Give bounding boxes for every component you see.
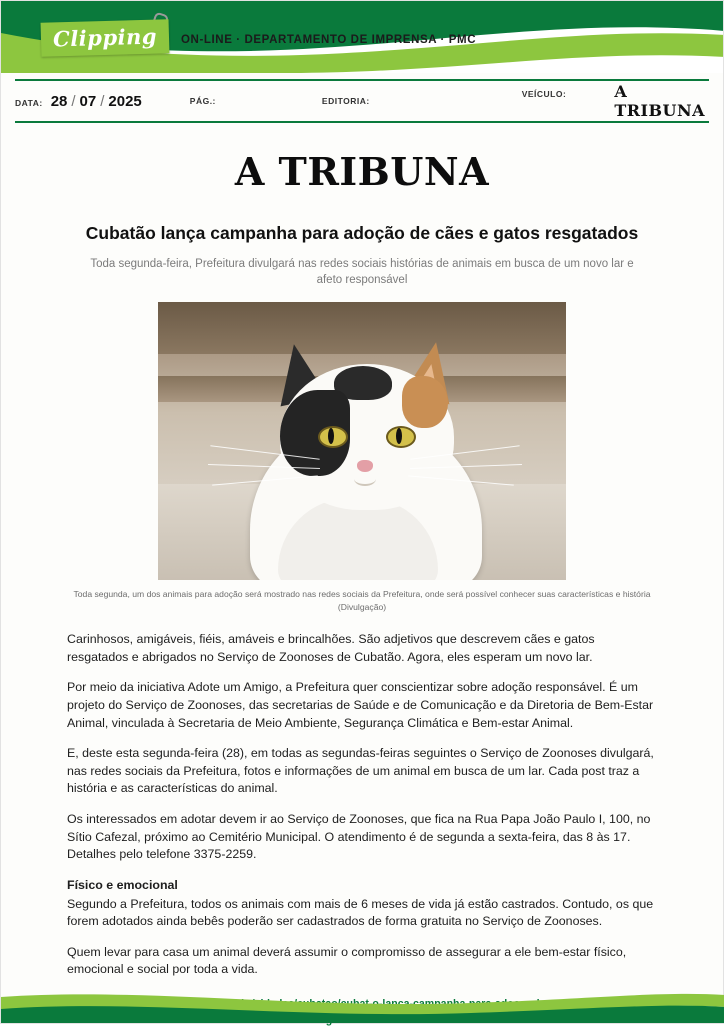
date-month: 07 (79, 92, 97, 110)
newspaper-masthead: A TRIBUNA (234, 149, 490, 194)
meta-date-group (15, 93, 142, 110)
article-photo-cat (158, 302, 566, 580)
date-label: DATA: (15, 97, 43, 108)
article-paragraph: Segundo a Prefeitura, todos os animais com mais de 6 meses de vida já estão castrados. Contudo, os que forem adotados ainda bebês poderão ser cadastrados de forma gratuita no Serviço de Zoonoses. (67, 896, 654, 929)
article-subhead: Toda segunda-feira, Prefeitura divulgará nas redes sociais histórias de animais em busca de um novo lar e afeto responsável (90, 258, 634, 287)
article-body (67, 631, 657, 979)
meta-page-group (190, 96, 216, 106)
article-paragraph: Quem levar para casa um animal deverá assumir o compromisso de assegurar a ele bem-estar físico, emocional e social por toda a vida. (67, 944, 627, 977)
article-photo-wrap (67, 302, 657, 613)
meta-bar (15, 79, 709, 123)
clipping-logo-text: Clipping (52, 23, 158, 52)
veiculo-label: VEÍCULO: (521, 89, 567, 99)
photo-caption: Toda segunda, um dos animais para adoção será mostrado nas redes sociais da Prefeitura, onde será possível conhecer suas características e história (Divulgação) (73, 589, 651, 612)
article-section-heading: Físico e emocional (67, 877, 178, 892)
date-value (51, 93, 142, 110)
page-header (1, 1, 723, 73)
date-day: 28 (50, 92, 68, 110)
article-paragraph: E, deste esta segunda-feira (28), em todas as segundas-feiras seguintes o Serviço de Zoonoses divulgará, nas redes sociais da Prefeitura, fotos e informações de um animal em busca de um lar. Cada post traz a história e as características do animal. (67, 746, 654, 796)
date-sep-1: / (71, 92, 76, 110)
footer-swoosh-graphic (1, 987, 724, 1023)
photo-stair-upper (158, 302, 566, 354)
article-paragraph: Por meio da iniciativa Adote um Amigo, a Prefeitura quer conscientizar sobre adoção responsável. É um projeto do Serviço de Zoonoses, das secretarias de Saúde e de Comunicação e da Diretoria de Bem-Estar Animal, vinculada à Secretaria de Meio Ambiente, Segurança Climática e Bem-estar Animal. (67, 680, 654, 730)
article-headline: Cubatão lança campanha para adoção de cães e gatos resgatados (85, 223, 639, 243)
editoria-label: EDITORIA: (321, 96, 370, 106)
page-footer (1, 987, 724, 1023)
cat-patch-orange (402, 376, 448, 428)
meta-editoria-group (322, 96, 370, 106)
article-paragraph: Os interessados em adotar devem ir ao Serviço de Zoonoses, que fica na Rua Papa João Paulo I, 100, no Sítio Cafezal, próximo ao Cemitério Municipal. O atendimento é de segunda a sexta-feira, das 8 às 17. Detalhes pelo telefone 3375-2259. (67, 812, 651, 862)
article-paragraph: Carinhosos, amigáveis, fiéis, amáveis e brincalhões. São adjetivos que descrevem cães e gatos resgatados e abrigados no Serviço de Zoonoses de Cubatão. Agora, eles esperam um novo lar. (67, 632, 595, 664)
date-year: 2025 (108, 92, 142, 110)
header-title: ON-LINE · DEPARTAMENTO DE IMPRENSA · PMC (181, 34, 477, 46)
date-sep-2: / (100, 92, 105, 110)
article-content (1, 149, 723, 1029)
clipping-logo (41, 19, 170, 57)
page-label: PÁG.: (189, 96, 216, 106)
meta-veiculo-group (522, 82, 709, 120)
veiculo-value: A TRIBUNA (614, 82, 706, 120)
